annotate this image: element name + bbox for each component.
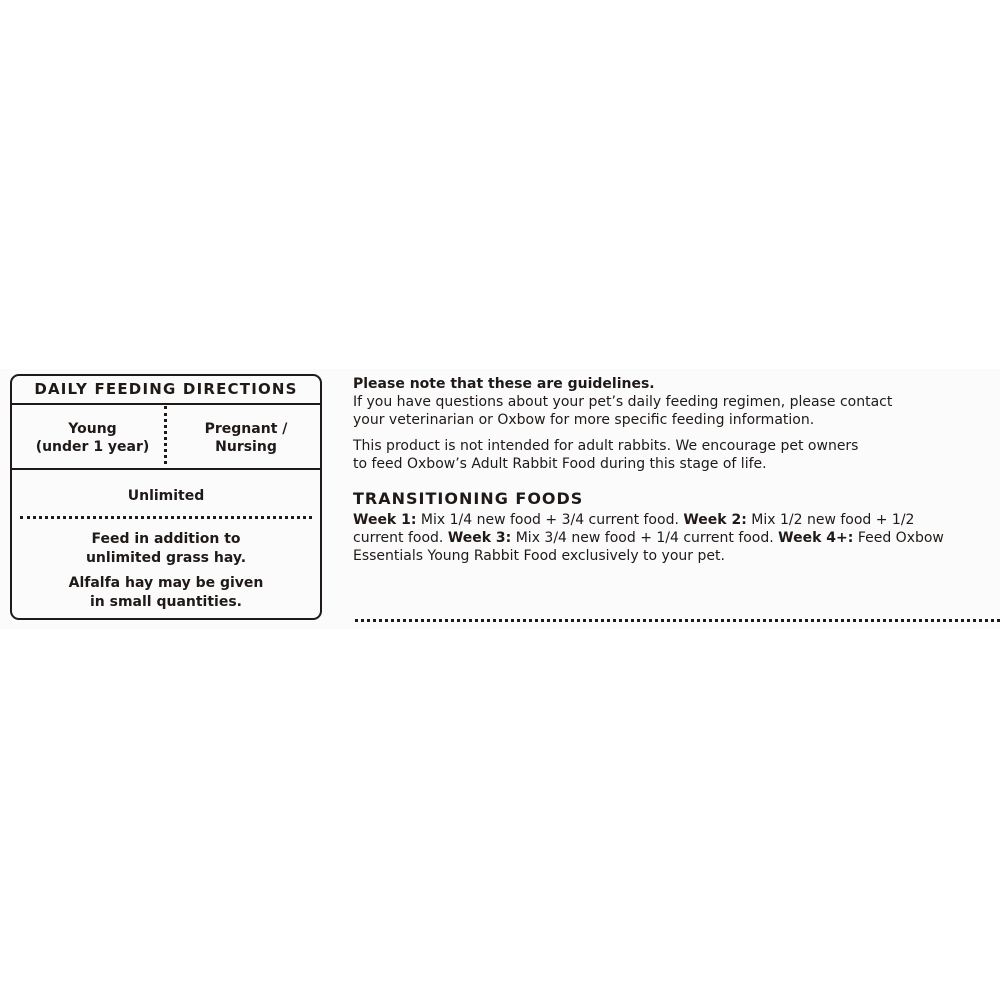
pregnant-column-header: Pregnant / Nursing — [204, 421, 288, 455]
adult-rabbit-note: This product is not intended for adult rabbits. We encourage pet owners to feed Oxbow’s Adult Rabbit Food during this stage of life. — [353, 438, 859, 472]
guidelines-heading: Please note that these are guidelines. — [353, 376, 655, 392]
transitioning-heading: TRANSITIONING FOODS — [353, 489, 584, 508]
column-divider — [164, 406, 167, 464]
alfalfa-note: Alfalfa hay may be given in small quantities. — [68, 575, 264, 610]
grass-hay-note: Feed in addition to unlimited grass hay. — [85, 531, 247, 566]
guidelines-section — [353, 375, 993, 565]
guidelines-text: If you have questions about your pet’s daily feeding regimen, please contact your veterinarian or Oxbow for more specific feeding information. — [353, 394, 893, 428]
young-column-header: Young (under 1 year) — [35, 421, 150, 455]
bottom-dotted-divider — [355, 619, 1000, 622]
header-divider — [12, 468, 320, 470]
feeding-amount: Unlimited — [127, 488, 205, 504]
dotted-divider — [20, 516, 312, 519]
directions-title: DAILY FEEDING DIRECTIONS — [12, 376, 320, 405]
feeding-directions-box — [10, 374, 322, 620]
transitioning-text: Week 1: Mix 1/4 new food + 3/4 current food. Week 2: Mix 1/2 new food + 1/2 current food. Week 3: Mix 3/4 new food + 1/4 current food. Week 4+: Feed Oxbow Essentials Young Rabbit Food exclusively to your pet. — [353, 512, 944, 564]
